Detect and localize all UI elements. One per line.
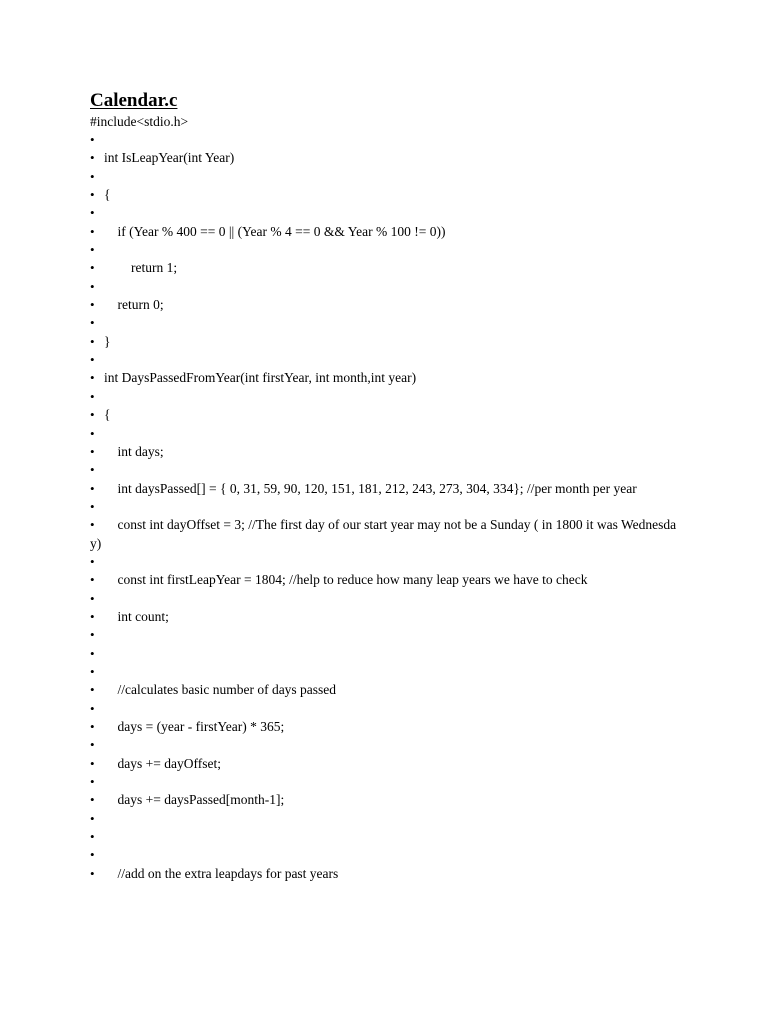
bullet-icon: •	[90, 443, 95, 459]
bullet-icon: •	[90, 737, 95, 753]
code-line	[90, 480, 682, 498]
code-line	[90, 828, 682, 846]
bullet-icon: •	[90, 315, 95, 331]
bullet-icon: •	[90, 774, 95, 790]
code-line	[90, 425, 682, 443]
code-line	[90, 571, 682, 589]
code-line	[90, 681, 682, 699]
bullet-icon: •	[90, 205, 95, 221]
code-line-text: days += dayOffset;	[104, 755, 221, 771]
include-directive: #include<stdio.h>	[90, 114, 189, 129]
code-line-text: if (Year % 400 == 0 || (Year % 4 == 0 && Year % 100 != 0))	[104, 223, 446, 239]
bullet-icon: •	[90, 590, 95, 606]
code-line-text: {	[104, 407, 111, 423]
bullet-icon: •	[90, 462, 95, 478]
code-line-text: }	[104, 333, 111, 349]
bullet-icon: •	[90, 168, 95, 184]
bullet-icon: •	[90, 132, 95, 147]
code-line-text: days = (year - firstYear) * 365;	[104, 719, 285, 734]
bullet-icon: •	[90, 480, 95, 496]
code-line	[90, 333, 682, 351]
code-line	[90, 608, 682, 626]
code-line	[90, 865, 682, 883]
bullet-icon: •	[90, 700, 95, 716]
bullet-icon: •	[90, 829, 95, 845]
code-line	[90, 626, 682, 644]
code-line-text: int days;	[104, 443, 164, 459]
code-line-text: const int dayOffset = 3; //The first day of our start year may not be a Sunday ( in 1800 it was Wednesday)	[90, 517, 677, 551]
code-line	[90, 755, 682, 773]
bullet-icon: •	[90, 847, 95, 863]
bullet-icon: •	[90, 150, 95, 166]
code-line	[90, 314, 682, 332]
code-line	[90, 131, 682, 149]
code-line	[90, 259, 682, 277]
code-line	[90, 223, 682, 241]
code-line-text: const int firstLeapYear = 1804; //help to reduce how many leap years we have to check	[104, 572, 588, 588]
bullet-icon: •	[90, 297, 95, 313]
bullet-icon: •	[90, 425, 95, 441]
code-line	[90, 516, 682, 553]
code-line-text: //calculates basic number of days passed	[104, 682, 337, 698]
bullet-icon: •	[90, 407, 95, 423]
bullet-icon: •	[90, 223, 95, 239]
code-line	[90, 700, 682, 718]
bullet-icon: •	[90, 608, 95, 624]
code-listing	[90, 131, 682, 883]
code-line-text: return 1;	[104, 260, 178, 276]
bullet-icon: •	[90, 333, 95, 349]
code-line	[90, 443, 682, 461]
bullet-icon: •	[90, 572, 95, 588]
code-line	[90, 149, 682, 167]
bullet-icon: •	[90, 755, 95, 771]
bullet-icon: •	[90, 719, 95, 734]
bullet-icon: •	[90, 260, 95, 276]
bullet-icon: •	[90, 682, 95, 698]
bullet-icon: •	[90, 278, 95, 294]
code-line	[90, 663, 682, 681]
code-line-text: {	[104, 187, 111, 203]
code-line	[90, 461, 682, 479]
code-line	[90, 406, 682, 424]
document-page	[90, 89, 682, 883]
code-line-text: int daysPassed[] = { 0, 31, 59, 90, 120, 151, 181, 212, 243, 273, 304, 334}; //per month per year	[104, 480, 637, 496]
code-line	[90, 186, 682, 204]
bullet-icon: •	[90, 810, 95, 826]
bullet-icon: •	[90, 627, 95, 643]
bullet-icon: •	[90, 187, 95, 203]
code-line-text: //add on the extra leapdays for past years	[104, 865, 339, 881]
bullet-icon: •	[90, 663, 95, 679]
code-line	[90, 773, 682, 791]
code-line	[90, 810, 682, 828]
bullet-icon: •	[90, 792, 95, 808]
bullet-icon: •	[90, 498, 95, 514]
code-line	[90, 369, 682, 387]
code-line-text: int DaysPassedFromYear(int firstYear, int month,int year)	[104, 370, 417, 386]
code-line	[90, 736, 682, 754]
code-line	[90, 846, 682, 864]
bullet-icon: •	[90, 370, 95, 386]
bullet-icon: •	[90, 645, 95, 661]
code-line	[90, 388, 682, 406]
code-line	[90, 351, 682, 369]
bullet-icon: •	[90, 865, 95, 881]
bullet-icon: •	[90, 517, 95, 533]
code-line	[90, 204, 682, 222]
code-line-text: return 0;	[104, 297, 164, 313]
code-line	[90, 498, 682, 516]
code-line	[90, 241, 682, 259]
code-line	[90, 296, 682, 314]
code-line	[90, 553, 682, 571]
code-line	[90, 168, 682, 186]
code-line	[90, 791, 682, 809]
bullet-icon: •	[90, 242, 95, 258]
bullet-icon: •	[90, 352, 95, 368]
bullet-icon: •	[90, 553, 95, 569]
code-line	[90, 590, 682, 608]
code-line-text: int count;	[104, 608, 169, 624]
code-line-text: days += daysPassed[month-1];	[104, 792, 285, 808]
code-line-text: int IsLeapYear(int Year)	[104, 150, 235, 166]
bullet-icon: •	[90, 388, 95, 404]
code-line	[90, 718, 682, 736]
document-title: Calendar.c	[90, 90, 178, 111]
code-line	[90, 645, 682, 663]
code-line	[90, 278, 682, 296]
